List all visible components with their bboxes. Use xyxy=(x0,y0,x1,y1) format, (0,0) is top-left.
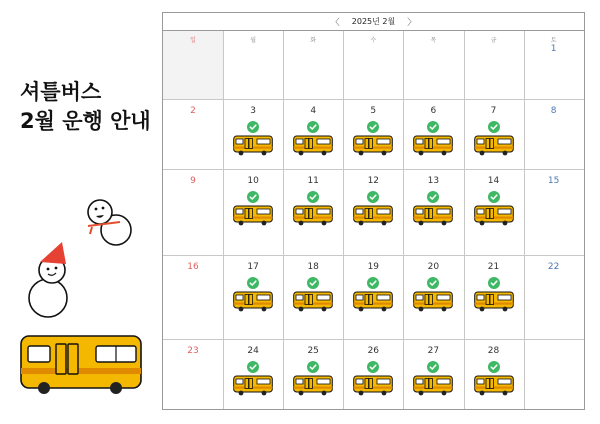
bus-icon xyxy=(233,135,273,157)
check-icon xyxy=(488,121,500,133)
check-icon xyxy=(427,361,439,373)
check-icon xyxy=(307,191,319,203)
day-number: 28 xyxy=(487,346,500,356)
bus-illustration xyxy=(20,332,142,396)
title-line-1: 셔틀버스 xyxy=(20,80,102,104)
day-number: 4 xyxy=(310,106,317,116)
bus-icon xyxy=(293,135,333,157)
day-number: 15 xyxy=(547,176,560,186)
day-number: 21 xyxy=(487,262,500,272)
bus-icon xyxy=(353,135,393,157)
check-icon xyxy=(488,361,500,373)
month-label: 2025년 2월 xyxy=(351,17,396,26)
calendar-grid xyxy=(163,31,584,409)
day-number: 17 xyxy=(247,262,259,272)
day-number: 20 xyxy=(427,262,440,272)
day-number: 22 xyxy=(547,262,560,272)
calendar xyxy=(162,12,585,410)
day-number: 19 xyxy=(367,262,380,272)
check-icon xyxy=(427,191,439,203)
check-icon xyxy=(488,277,500,289)
day-number: 3 xyxy=(250,106,256,116)
calendar-header xyxy=(163,13,584,31)
chevron-right-icon[interactable]: 〉 xyxy=(407,18,417,28)
day-number: 26 xyxy=(367,346,380,356)
bus-icon xyxy=(293,375,333,397)
day-number: 2 xyxy=(190,106,196,116)
check-icon xyxy=(367,277,379,289)
check-icon xyxy=(427,277,439,289)
day-number: 16 xyxy=(187,262,199,272)
bus-icon xyxy=(353,291,393,313)
bus-icon xyxy=(474,135,514,157)
check-icon xyxy=(367,121,379,133)
bus-icon xyxy=(474,375,514,397)
day-number: 18 xyxy=(307,262,319,272)
day-number: 13 xyxy=(427,176,440,186)
day-number: 8 xyxy=(550,106,557,116)
bus-icon xyxy=(413,375,453,397)
snowman-small-illustration xyxy=(80,196,140,248)
grid-divider xyxy=(163,339,584,340)
bus-icon xyxy=(413,135,453,157)
bus-icon xyxy=(474,291,514,313)
bus-icon xyxy=(353,375,393,397)
bus-icon xyxy=(293,205,333,227)
bus-icon xyxy=(233,375,273,397)
check-icon xyxy=(488,191,500,203)
day-number: 10 xyxy=(247,176,259,186)
check-icon xyxy=(247,277,259,289)
check-icon xyxy=(427,121,439,133)
day-number: 11 xyxy=(307,176,319,186)
check-icon xyxy=(307,361,319,373)
check-icon xyxy=(247,361,259,373)
title-line-2: 2월 운행 안내 xyxy=(20,109,151,133)
page-title xyxy=(20,78,151,136)
check-icon xyxy=(247,121,259,133)
snowman-large-illustration xyxy=(22,240,82,320)
bus-icon xyxy=(413,205,453,227)
day-number: 25 xyxy=(307,346,319,356)
grid-divider xyxy=(524,31,525,409)
day-number: 9 xyxy=(190,176,196,186)
day-number: 27 xyxy=(427,346,440,356)
chevron-left-icon[interactable]: 〈 xyxy=(330,18,340,28)
check-icon xyxy=(367,361,379,373)
grid-divider xyxy=(163,99,584,100)
day-number: 5 xyxy=(370,106,377,116)
day-number: 24 xyxy=(247,346,259,356)
day-number: 14 xyxy=(487,176,500,186)
check-icon xyxy=(307,277,319,289)
grid-divider xyxy=(163,255,584,256)
day-number: 7 xyxy=(490,106,497,116)
weekday-label: 화 xyxy=(310,37,317,44)
bus-icon xyxy=(233,205,273,227)
bus-icon xyxy=(233,291,273,313)
bus-icon xyxy=(474,205,514,227)
bus-icon xyxy=(353,205,393,227)
day-number: 1 xyxy=(550,44,557,54)
day-number: 6 xyxy=(430,106,437,116)
check-icon xyxy=(307,121,319,133)
check-icon xyxy=(247,191,259,203)
grid-divider xyxy=(163,169,584,170)
weekday-label: 목 xyxy=(430,37,437,44)
bus-icon xyxy=(293,291,333,313)
weekday-label: 금 xyxy=(490,37,497,44)
weekday-label: 월 xyxy=(250,37,256,44)
day-number: 23 xyxy=(187,346,199,356)
weekday-label: 수 xyxy=(370,37,377,44)
weekday-label: 일 xyxy=(190,37,196,44)
check-icon xyxy=(367,191,379,203)
weekday-label: 토 xyxy=(550,37,557,44)
bus-icon xyxy=(413,291,453,313)
day-number: 12 xyxy=(367,176,380,186)
